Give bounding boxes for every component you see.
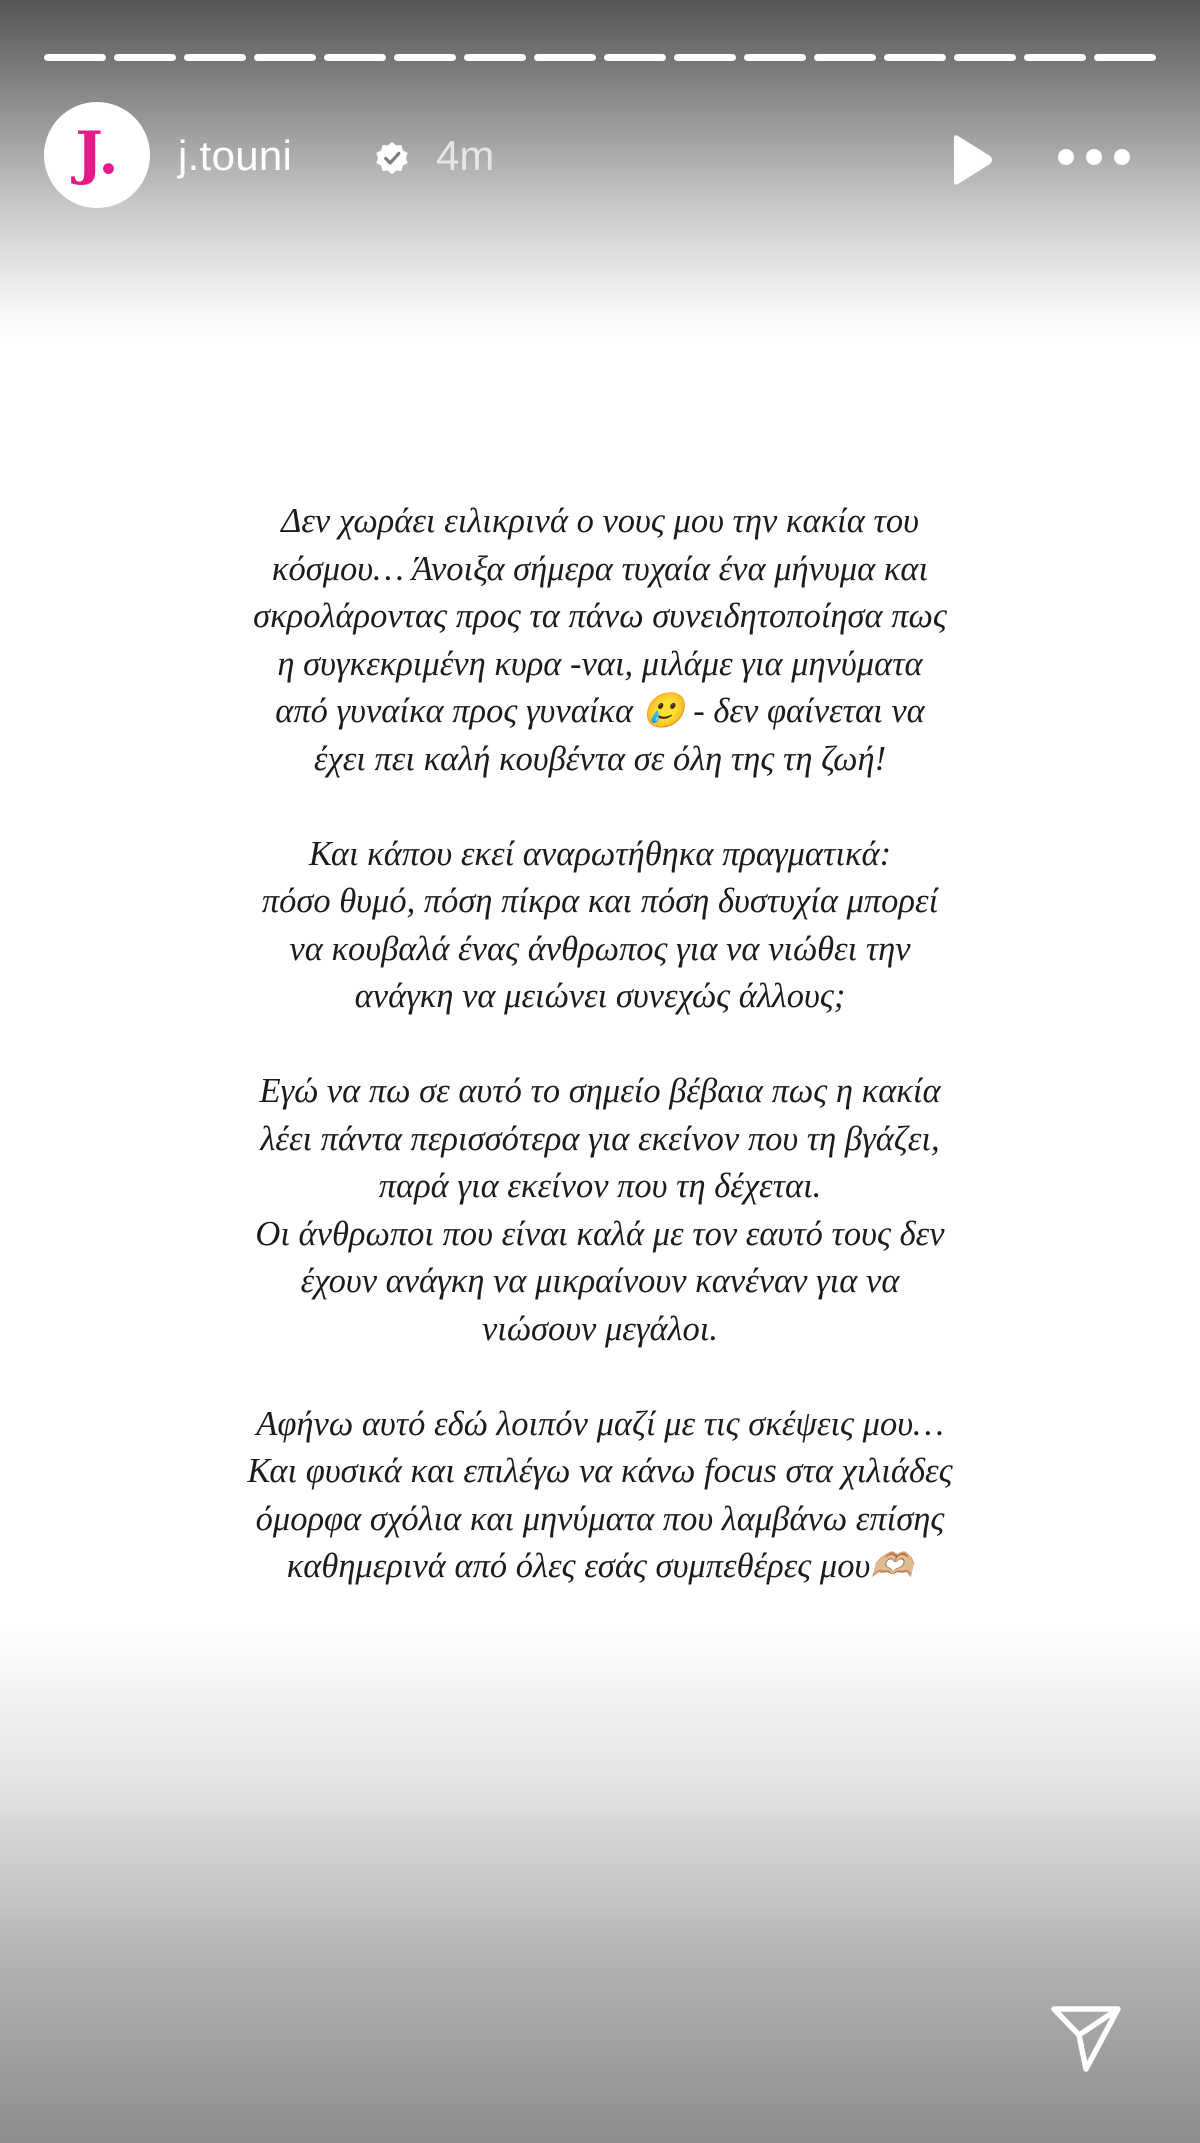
progress-segment	[604, 54, 666, 61]
progress-segment	[394, 54, 456, 61]
caption-line: Εγώ να πω σε αυτό το σημείο βέβαια πως η κακία	[259, 1072, 941, 1110]
caption-line: σκρολάροντας προς τα πάνω συνειδητοποίησα πως	[253, 597, 947, 635]
progress-segment	[114, 54, 176, 61]
progress-segment	[1094, 54, 1156, 61]
story-header	[44, 102, 1156, 210]
play-icon[interactable]	[940, 130, 1000, 190]
progress-segment	[814, 54, 876, 61]
progress-segment	[744, 54, 806, 61]
caption-line: λέει πάντα περισσότερα για εκείνον που τη βγάζει,	[260, 1119, 940, 1158]
avatar-logo: J.	[75, 119, 119, 187]
caption-line: πόσο θυμό, πόση πίκρα και πόση δυστυχία μπορεί	[261, 882, 939, 920]
caption-line: από γυναίκα προς γυναίκα 🥲 - δεν φαίνεται να	[275, 692, 925, 730]
bottom-gradient-overlay	[0, 1623, 1200, 2143]
more-options-icon[interactable]	[1056, 142, 1132, 172]
caption-line: όμορφα σχόλια και μηνύματα που λαμβάνω επίσης	[255, 1499, 945, 1538]
progress-segment	[254, 54, 316, 61]
progress-segment	[184, 54, 246, 61]
progress-segment	[44, 54, 106, 61]
story-timestamp: 4m	[436, 132, 495, 179]
caption-line: ανάγκη να μειώνει συνεχώς άλλους;	[354, 977, 846, 1015]
username-link[interactable]: j.touni	[178, 132, 293, 179]
send-icon[interactable]	[1046, 1997, 1126, 2077]
progress-segment	[674, 54, 736, 61]
caption-line: να κουβαλά ένας άνθρωπος για να νιώθει την	[289, 929, 911, 968]
progress-segment	[534, 54, 596, 61]
caption-line: έχει πει καλή κουβέντα σε όλη της τη ζωή!	[313, 739, 887, 778]
caption-line: νιώσουν μεγάλοι.	[481, 1309, 719, 1348]
caption-line: έχουν ανάγκη να μικραίνουν κανέναν για να	[300, 1262, 900, 1300]
caption-line: παρά για εκείνον που τη δέχεται.	[378, 1167, 822, 1205]
verified-badge-icon	[374, 140, 410, 176]
caption-line: η συγκεκριμένη κυρα -ναι, μιλάμε για μηνύματα	[277, 644, 923, 683]
caption-paragraph	[120, 831, 1080, 1021]
caption-line: Δεν χωράει ειλικρινά ο νους μου την κακία του	[281, 502, 919, 540]
caption-line: Και κάπου εκεί αναρωτήθηκα πραγματικά:	[308, 834, 892, 873]
caption-paragraph	[120, 1068, 1080, 1353]
caption-paragraph	[120, 1401, 1080, 1591]
caption-line: καθημερινά από όλες εσάς συμπεθέρες μου🫶🏼	[286, 1547, 914, 1585]
progress-segment	[464, 54, 526, 61]
caption-paragraph	[120, 498, 1080, 783]
caption-line: Και φυσικά και επιλέγω να κάνω focus στα χιλιάδες	[247, 1452, 953, 1490]
avatar[interactable]	[44, 102, 150, 208]
story-progress-bar	[44, 54, 1156, 61]
caption-line: Οι άνθρωποι που είναι καλά με τον εαυτό τους δεν	[255, 1214, 945, 1253]
story-caption-text	[120, 498, 1080, 1591]
progress-segment	[324, 54, 386, 61]
caption-line: κόσμου… Άνοιξα σήμερα τυχαία ένα μήνυμα και	[271, 549, 929, 588]
progress-segment	[884, 54, 946, 61]
progress-segment	[954, 54, 1016, 61]
progress-segment	[1024, 54, 1086, 61]
caption-line: Αφήνω αυτό εδώ λοιπόν μαζί με τις σκέψεις μου…	[256, 1404, 944, 1443]
